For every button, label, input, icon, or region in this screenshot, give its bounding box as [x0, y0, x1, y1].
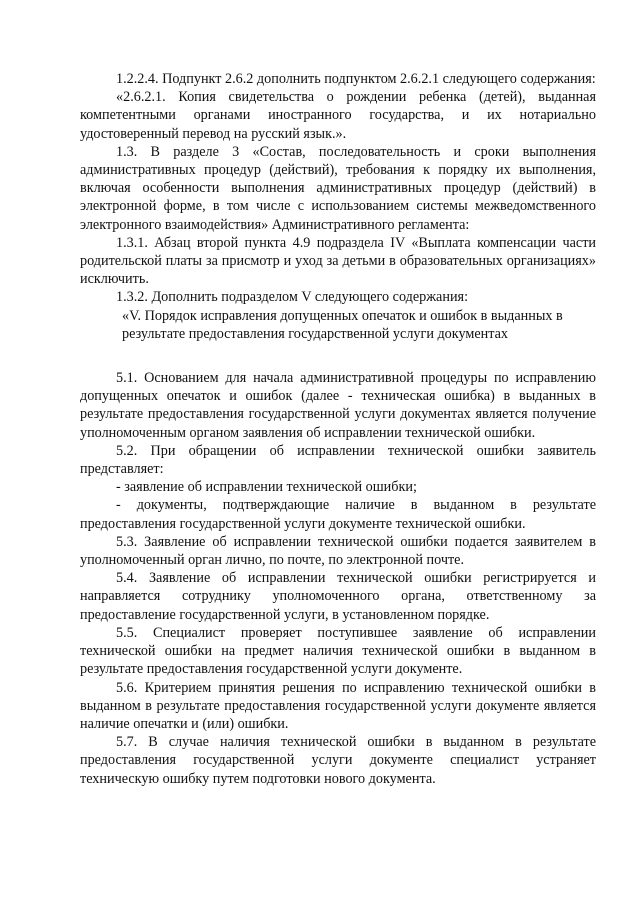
item-5-4: 5.4. Заявление об исправлении технической ошибки регистрируется и направляется сотруднику уполномоченного органа, ответственному за предоставление государственной услуги, в установленном порядке.: [80, 570, 596, 623]
item-5-7: 5.7. В случае наличия технической ошибки в выданном в результате предоставления государственной услуги документе специалист устраняет техническую ошибку путем подготовки нового документа.: [80, 734, 596, 787]
item-5-2-bullet-1: - заявление об исправлении технической ошибки;: [116, 479, 417, 496]
paragraph-2-6-2-1: «2.6.2.1. Копия свидетельства о рождении ребенка (детей), выданная компетентными органами иностранного государства, и их нотариально удостоверенный перевод на русский язык.».: [80, 89, 596, 142]
paragraph-1-3-2: 1.3.2. Дополнить подразделом V следующего содержания:: [116, 289, 469, 306]
paragraph-1-2-2-4: 1.2.2.4. Подпункт 2.6.2 дополнить подпунктом 2.6.2.1 следующего содержания:: [116, 71, 596, 87]
item-5-2: 5.2. При обращении об исправлении технической ошибки заявитель представляет:: [80, 442, 596, 478]
section-v-heading: «V. Порядок исправления допущенных опечаток и ошибок в выданных в результате предоставления государственной услуги документах: [122, 307, 563, 342]
item-5-3: 5.3. Заявление об исправлении технической ошибки подается заявителем в уполномоченный орган лично, по почте, по электронной почте.: [80, 533, 596, 569]
paragraph-1-3-1: 1.3.1. Абзац второй пункта 4.9 подраздела IV «Выплата компенсации части родительской платы за присмотр и уход за детьми в образовательных организациях» исключить.: [80, 234, 596, 288]
item-5-1: 5.1. Основанием для начала административной процедуры по исправлению допущенных опечаток и ошибок (далее - техническая ошибка) в выданных в результате предоставления государственной услуги документах является получение уполномоченным органом заявления об исправлении технической ошибки.: [80, 370, 596, 441]
paragraph-1-3: 1.3. В разделе 3 «Состав, последовательность и сроки выполнения административных процедур (действий), требования к порядку их выполнения, включая особенности выполнения административных процедур (действий) в электронной форме, в том числе с использованием системы межведомственного электронного взаимодействия» Административного регламента:: [80, 143, 596, 233]
document-page: [80, 70, 596, 788]
item-5-2-bullet-2: - документы, подтверждающие наличие в выданном в результате предоставления государственной услуги документе технической ошибки.: [80, 497, 596, 532]
item-5-5: 5.5. Специалист проверяет поступившее заявление об исправлении технической ошибки на предмет наличия технической ошибки в выданном в результате предоставления государственной услуги документе.: [80, 624, 596, 678]
item-5-6: 5.6. Критерием принятия решения по исправлению технической ошибки в выданном в результате предоставления государственной услуги документе является наличие опечатки и (или) ошибки.: [80, 679, 596, 732]
spacer: [80, 343, 596, 369]
